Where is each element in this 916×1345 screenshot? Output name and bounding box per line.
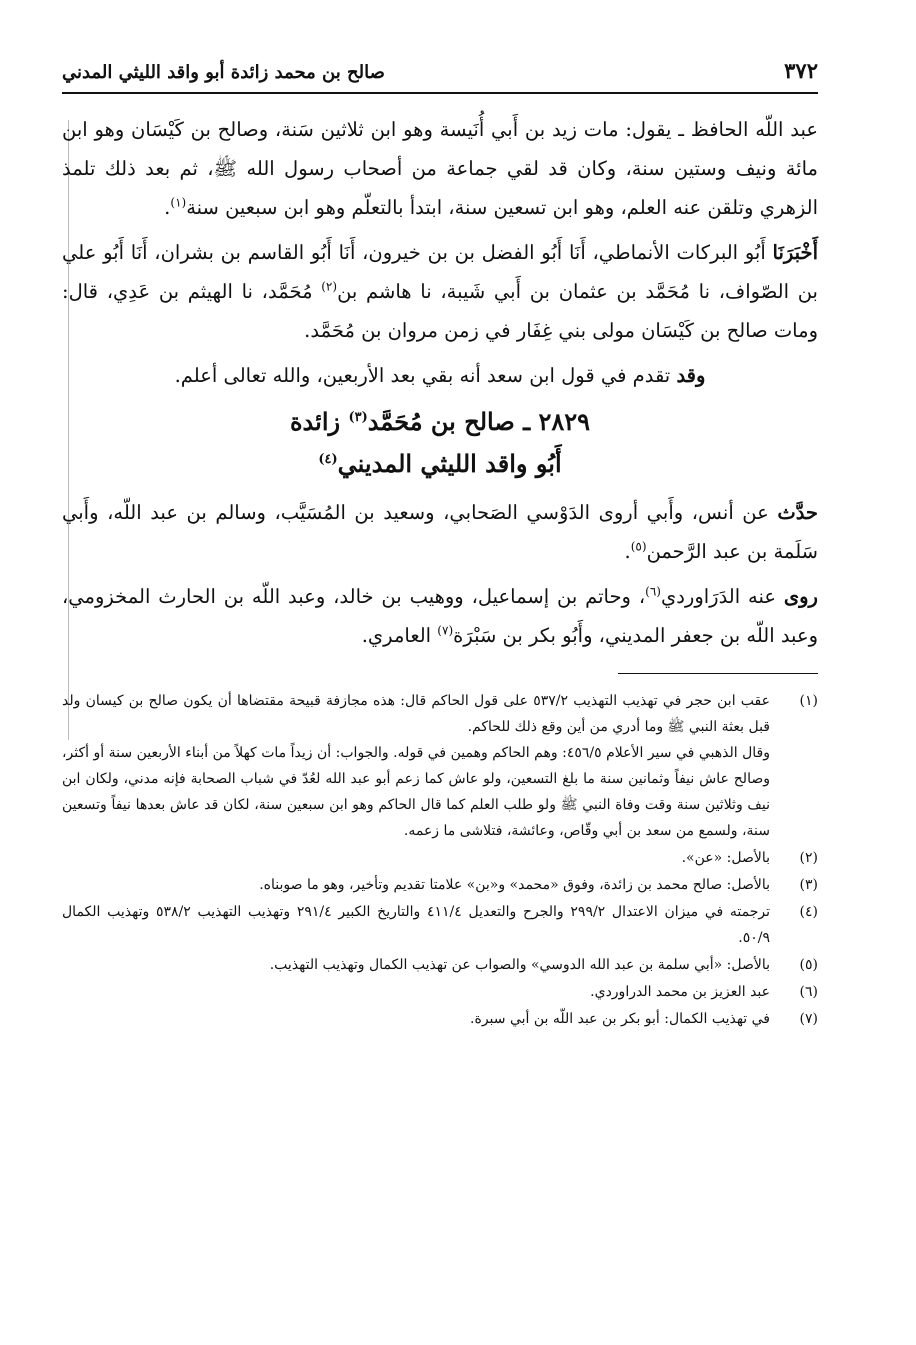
footnote — [62, 952, 818, 978]
footnote — [62, 1006, 818, 1032]
footnote-ref-2[interactable]: (٢) — [321, 279, 338, 294]
footnote — [62, 845, 818, 871]
footnote-number: (٤) — [799, 904, 818, 920]
paragraph-2-lead: أَخْبَرَنَا — [772, 241, 818, 264]
page-number: ٣٧٢ — [784, 58, 818, 83]
footnote-ref-6[interactable]: (٦) — [645, 584, 661, 599]
footnote-number: (١) — [799, 693, 818, 709]
paragraph-4: حدَّث عن أنس، وأَبي أروى الدَوْسي الصَحابي، وسعيد بن المُسَيَّب، وسالم بن عبد اللّه، وأَبي سَلَمة بن عبد الرَّحمن$^{(٥)}$. — [62, 501, 818, 563]
paragraph-3-lead: وقد — [676, 364, 706, 387]
footnote — [62, 899, 818, 951]
footnote-number: (٥) — [799, 957, 818, 973]
footnote — [62, 688, 818, 844]
entry-heading — [62, 401, 818, 485]
running-header — [62, 58, 818, 94]
paragraph-1: عبد اللّه الحافظ ـ يقول: مات زيد بن أَبي أُنَيسة وهو ابن ثلاثين سَنة، وصالح بن كَيْسَان وهو ابن مائة ونيف وستين سنة، وكان قد لقي جماعة من أصحاب رسول الله ﷺ، ثم بعد ذلك تلمذ الزهري وتلقن عنه العلم، وهو ابن تسعين سنة، ابتدأ بالتعلّم وهو ابن سبعين سنة$^{(١)}$. — [62, 118, 818, 219]
footnote-number: (٧) — [799, 1011, 818, 1027]
footnote-ref-4[interactable]: (٤) — [318, 452, 338, 467]
footnote-divider — [618, 673, 818, 674]
footnote-text: وقال الذهبي في سير الأعلام ٤٥٦/٥: وهم الحاكم وهمين في قوله. والجواب: أن زيداً مات كهلاً من أبناء الأربعين سنة أو أكثر، وصالح عاش نيفاً وثمانين سنة ما بلغ التسعين، ولو عاش كما زعم أبو عبد الله لعُدّ في شباب الصحابة فإنه مدني، ولكان ابن نيف وثلاثين سنة وقت وفاة النبي ﷺ ولو طلب العلم كما قال الحاكم وهو ابن سبعين سنة، لكان قد عاش بعدها نيفاً وتسعين سنة، ولسمع من سعد بن أبي وقّاص، وعائشة، فتلاشى ما زعمه. — [62, 745, 771, 839]
footnote-text: بالأصل: «أبي سلمة بن عبد الله الدوسي» والصواب عن تهذيب الكمال وتهذيب التهذيب. — [269, 957, 770, 973]
paragraph-2: أَخْبَرَنَا أَبُو البركات الأنماطي، أَنَا أَبُو الفضل بن بن خيرون، أَنَا أَبُو القاسم بن بشران، أَنَا أَبُو علي بن الصّواف، نا مُحَمَّد بن عثمان بن أَبي شَيبة، نا هاشم بن$^{(٢)}$ مُحَمَّد، نا الهيثم بن عَدِي، قال: ومات صالح بن كَيْسَان مولى بني غِفَار في زمن مروان بن مُحَمَّد. — [62, 241, 818, 342]
paragraph-5: روى عنه الدَرَاوردي$^{(٦)}$، وحاتم بن إسماعيل، ووهيب بن خالد، وعبد اللّه بن الحارث المخزومي، وعبد اللّه بن جعفر المديني، وأَبُو بكر بن سَبْرَة$^{(٧)}$ العامري. — [62, 584, 818, 647]
paragraph-4-lead: حدَّث — [777, 501, 818, 524]
footnote-ref-3[interactable]: (٣) — [348, 410, 368, 425]
footnotes — [62, 688, 818, 1032]
footnote — [62, 979, 818, 1005]
paragraph-5-lead: روى — [783, 585, 818, 608]
footnote-number: (٢) — [799, 850, 818, 866]
footnote-ref-7[interactable]: (٧) — [437, 623, 454, 638]
footnote — [62, 872, 818, 898]
footnote-text: بالأصل: «عن». — [681, 850, 770, 866]
entry-heading-line-2: أَبُو واقد الليثي المديني$^{(٤)}$ — [318, 449, 562, 478]
footnote-number: (٣) — [799, 877, 818, 893]
footnote-text: ترجمته في ميزان الاعتدال ٢٩٩/٢ والجرح والتعديل ٤١١/٤ والتاريخ الكبير ٢٩١/٤ وتهذيب التهذيب ٥٣٨/٢ وتهذيب الكمال ٥٠/٩. — [62, 904, 771, 946]
footnote-text: عبد العزيز بن محمد الدراوردي. — [590, 984, 770, 1000]
footnote-number: (٦) — [799, 984, 818, 1000]
footnote-ref-5[interactable]: (٥) — [630, 539, 647, 554]
page — [62, 58, 818, 1033]
paragraph-3: وقد تقدم في قول ابن سعد أنه بقي بعد الأربعين، والله تعالى أعلم. — [174, 364, 706, 387]
entry-heading-line-1: ٢٨٢٩ ـ صالح بن مُحَمَّد$^{(٣)}$ زائدة — [289, 407, 591, 436]
footnote-text: عقب ابن حجر في تهذيب التهذيب ٥٣٧/٢ على قول الحاكم قال: هذه مجازفة قبيحة مقتضاها أن يكون صالح بن كيسان ولد قبل بعثة النبي ﷺ وما أدري من أين وقع ذلك للحاكم. — [62, 693, 770, 735]
footnote-ref-1[interactable]: (١) — [170, 195, 187, 210]
main-text — [62, 110, 818, 655]
footnote-text: بالأصل: صالح محمد بن زائدة، وفوق «محمد» و«بن» علامتا تقديم وتأخير، وهو ما صوبناه. — [259, 877, 770, 893]
running-title: صالح بن محمد زائدة أبو واقد الليثي المدني — [62, 62, 385, 83]
footnote-text: في تهذيب الكمال: أبو بكر بن عبد اللّه بن أبي سبرة. — [470, 1011, 770, 1027]
